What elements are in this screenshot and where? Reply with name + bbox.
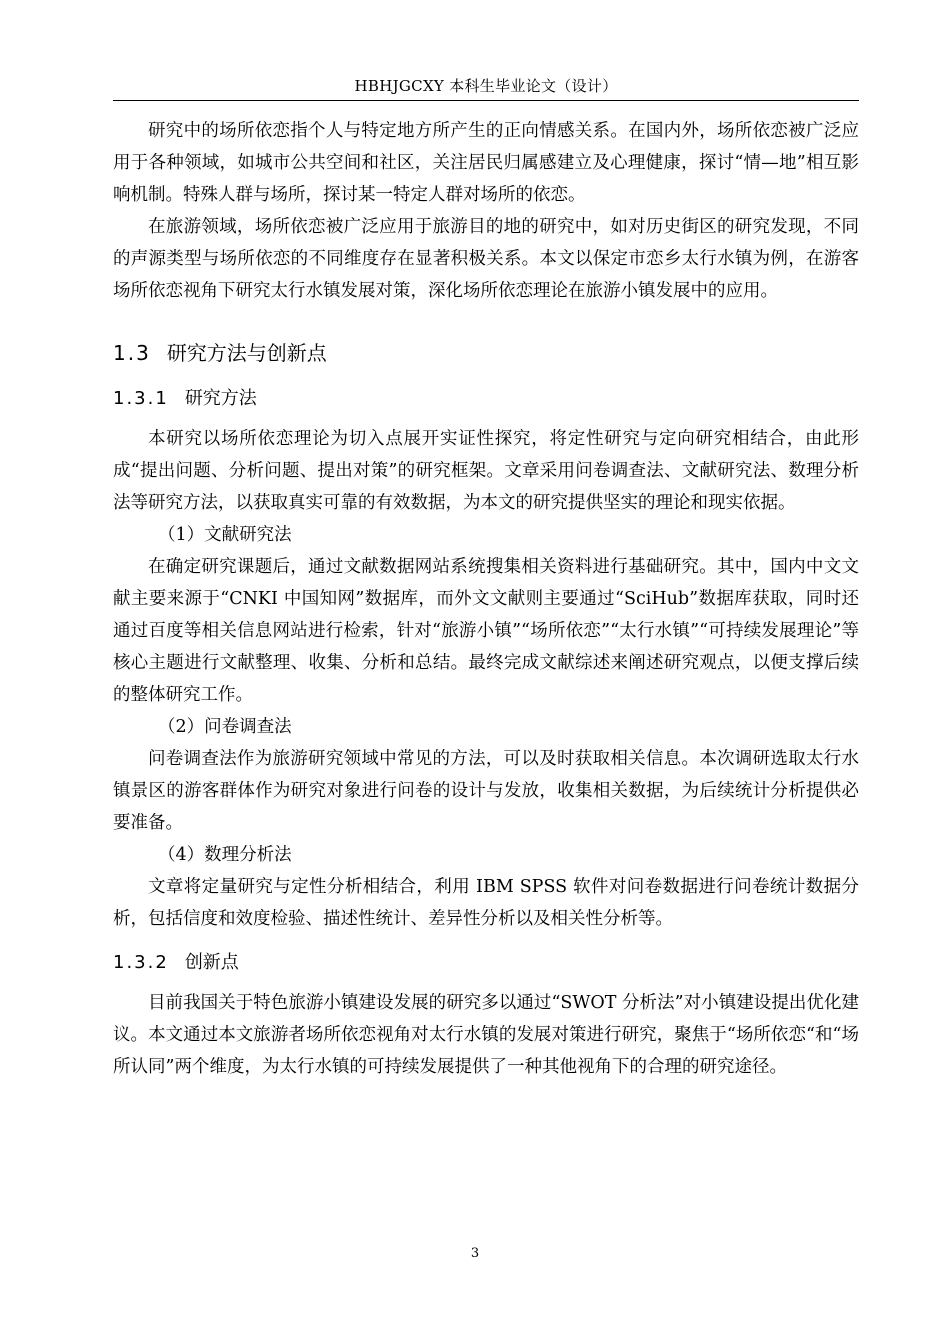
section-heading-1-3 (113, 339, 859, 367)
header-rule (113, 100, 859, 101)
method-label-literature: （1）文献研究法 (158, 525, 292, 545)
subsection-number: 1.3.1 (113, 388, 169, 409)
method-text-quantitative: 文章将定量研究与定性分析相结合，利用 IBM SPSS 软件对问卷数据进行问卷统计数据分析，包括信度和效度检验、描述性统计、差异性分析以及相关性分析等。 (113, 877, 859, 929)
method-label-questionnaire: （2）问卷调查法 (158, 717, 292, 737)
innovation-paragraph: 目前我国关于特色旅游小镇建设发展的研究多以通过“SWOT 分析法”对小镇建设提出优化建议。本文通过本文旅游者场所依恋视角对太行水镇的发展对策进行研究，聚焦于“场所依恋“和“场所认同”两个维度，为太行水镇的可持续发展提供了一种其他视角下的合理的研究途径。 (113, 993, 859, 1077)
intro-paragraph-1: 研究中的场所依恋指个人与特定地方所产生的正向情感关系。在国内外，场所依恋被广泛应用于各种领域，如城市公共空间和社区，关注居民归属感建立及心理健康，探讨“情—地”相互影响机制。特殊人群与场所，探讨某一特定人群对场所的依恋。 (113, 121, 859, 205)
subsection-heading-1-3-2 (113, 950, 859, 976)
page-body (113, 115, 859, 1083)
page-header: HBHJGCXY 本科生毕业论文（设计） (354, 77, 618, 95)
subsection-number: 1.3.2 (113, 952, 169, 973)
page-number: 3 (470, 1246, 480, 1261)
method-text-questionnaire: 问卷调查法作为旅游研究领域中常见的方法，可以及时获取相关信息。本次调研选取太行水镇景区的游客群体作为研究对象进行问卷的设计与发放，收集相关数据，为后续统计分析提供必要准备。 (113, 749, 859, 833)
subsection-heading-1-3-1 (113, 386, 859, 412)
subsection-title: 创新点 (184, 952, 239, 973)
subsection-title: 研究方法 (184, 388, 257, 409)
methods-intro-paragraph: 本研究以场所依恋理论为切入点展开实证性探究，将定性研究与定向研究相结合，由此形成“提出问题、分析问题、提出对策”的研究框架。文章采用问卷调查法、文献研究法、数理分析法等研究方法，以获取真实可靠的有效数据，为本文的研究提供坚实的理论和现实依据。 (113, 429, 859, 513)
section-number: 1.3 (113, 341, 151, 365)
method-text-literature: 在确定研究课题后，通过文献数据网站系统搜集相关资料进行基础研究。其中，国内中文文献主要来源于“CNKI 中国知网”数据库，而外文文献则主要通过“SciHub”数据库获取，同时还通过百度等相关信息网站进行检索，针对“旅游小镇”“场所依恋”“太行水镇”“可持续发展理论”等核心主题进行文献整理、收集、分析和总结。最终完成文献综述来阐述研究观点，以便支撑后续的整体研究工作。 (113, 557, 859, 705)
intro-paragraph-2: 在旅游领域，场所依恋被广泛应用于旅游目的地的研究中，如对历史街区的研究发现，不同的声源类型与场所依恋的不同维度存在显著积极关系。本文以保定市恋乡太行水镇为例，在游客场所依恋视角下研究太行水镇发展对策，深化场所依恋理论在旅游小镇发展中的应用。 (113, 217, 859, 301)
section-title: 研究方法与创新点 (166, 341, 327, 365)
method-label-quantitative: （4）数理分析法 (158, 845, 292, 865)
